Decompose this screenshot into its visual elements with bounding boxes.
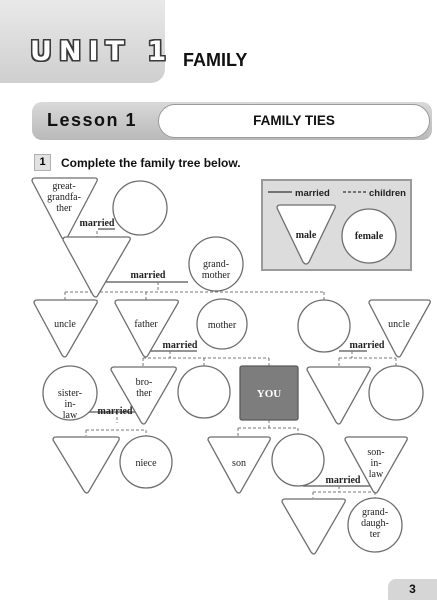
node-husband[interactable] (307, 367, 370, 424)
married-label: married (162, 340, 198, 351)
label-sister-in-law: sister-in-law (57, 388, 83, 421)
node-nephew[interactable] (53, 437, 119, 493)
page-number: 3 (409, 582, 416, 596)
married-label: married (349, 340, 385, 351)
lesson-topic: FAMILY TIES (253, 113, 335, 128)
label-great-grandfather: great-grandfa-ther (47, 181, 81, 214)
unit-title: UNIT 1 (30, 36, 174, 67)
married-label: married (130, 270, 166, 281)
label-brother: bro-ther (135, 377, 153, 399)
node-sister[interactable] (178, 366, 230, 418)
label-son: son (232, 458, 246, 469)
node-great-grandmother[interactable] (113, 181, 167, 235)
legend-male-label: male (295, 230, 317, 241)
node-sister-in-law-2[interactable] (369, 366, 423, 420)
label-uncle-left: uncle (54, 319, 76, 330)
label-niece: niece (135, 458, 157, 469)
legend-female-label: female (354, 231, 384, 242)
lesson-label: Lesson 1 (47, 110, 138, 130)
legend (262, 180, 411, 270)
node-grandson[interactable] (282, 499, 345, 554)
label-grandmother: grand-mother (201, 259, 231, 281)
married-label: married (325, 475, 361, 486)
label-mother: mother (207, 320, 237, 331)
label-uncle-right: uncle (388, 319, 410, 330)
label-granddaughter: grand-daugh-ter (361, 507, 389, 540)
legend-married-label: married (295, 188, 330, 199)
exercise-instruction: Complete the family tree below. (61, 156, 241, 170)
node-aunt[interactable] (298, 300, 350, 352)
married-label: married (79, 218, 115, 229)
legend-children-label: children (369, 188, 406, 199)
node-grandfather[interactable] (63, 237, 130, 297)
label-son-in-law: son-in-law (367, 447, 385, 480)
label-you: YOU (256, 388, 282, 400)
node-daughter[interactable] (272, 434, 324, 486)
label-father: father (134, 319, 158, 330)
married-label: married (97, 406, 133, 417)
exercise-number: 1 (34, 154, 51, 171)
unit-name: FAMILY (183, 50, 248, 70)
